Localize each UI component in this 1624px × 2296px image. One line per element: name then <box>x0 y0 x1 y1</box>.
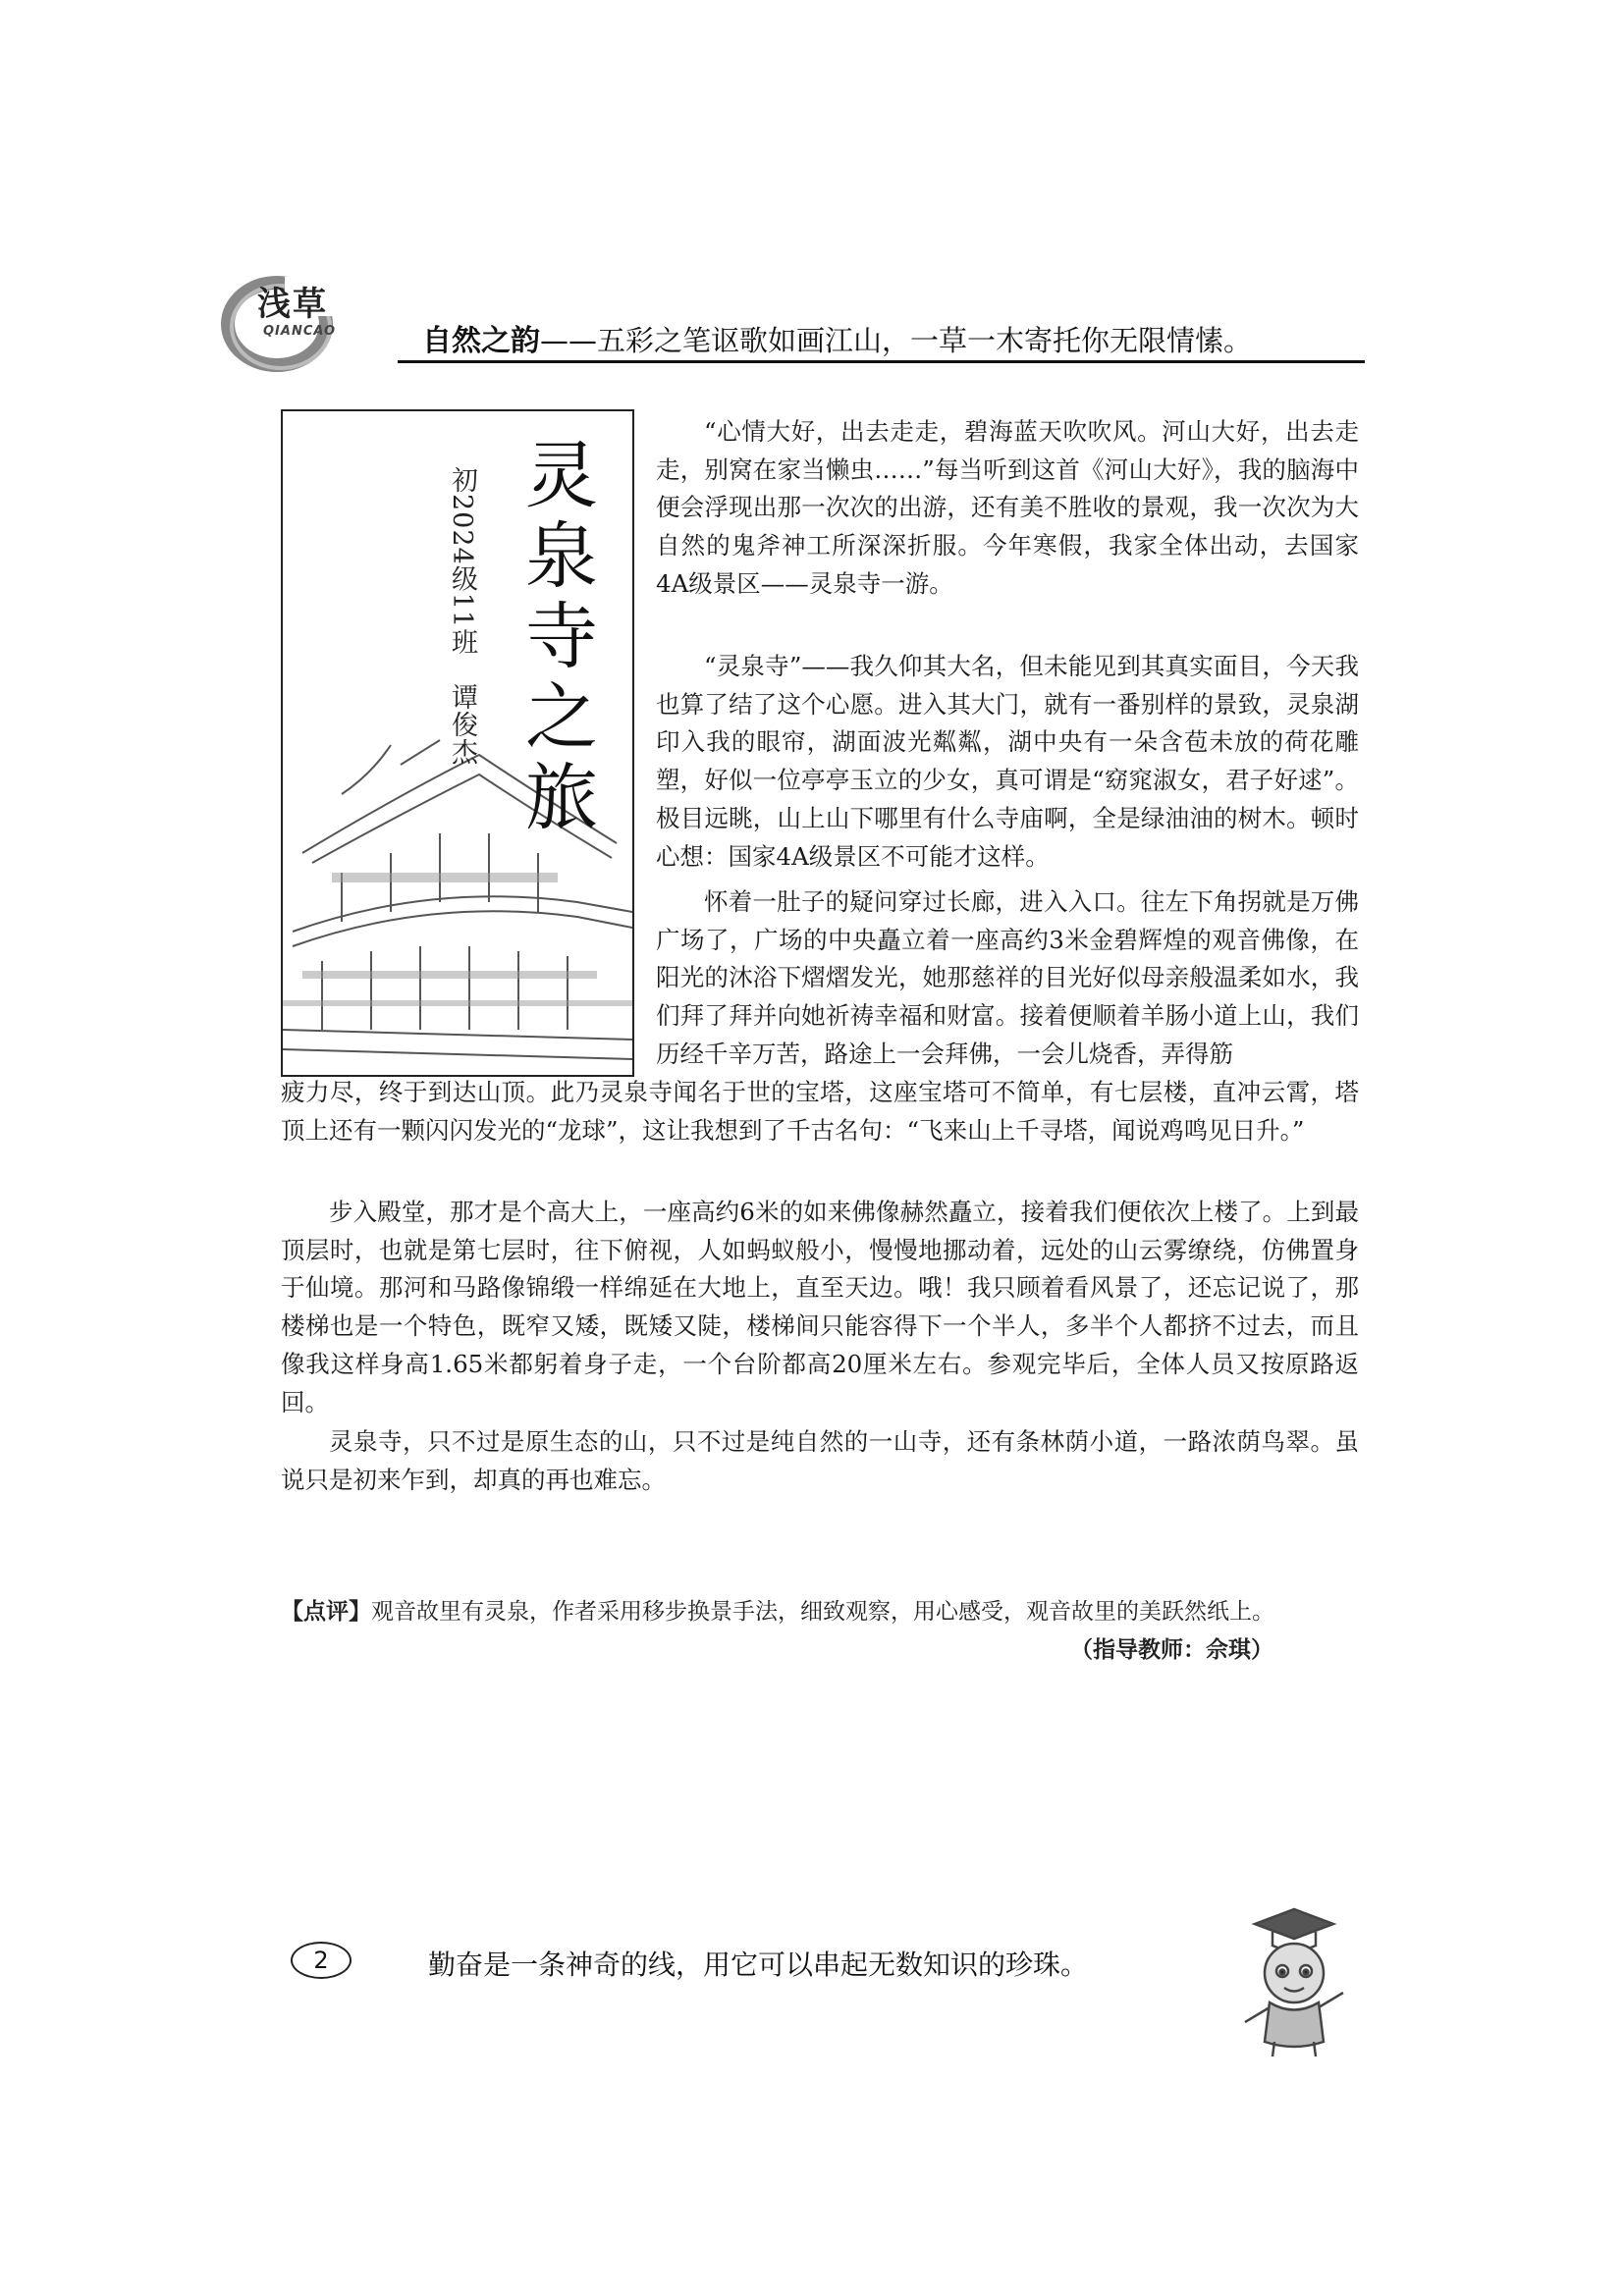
footer-motto: 勤奋是一条神奇的线，用它可以串起无数知识的珍珠。 <box>428 1949 1089 1981</box>
comment-tag: 【点评】 <box>281 1599 371 1625</box>
header-rule <box>398 360 1365 363</box>
paragraph-3: 怀着一肚子的疑问穿过长廊，进入入口。往左下角拐就是万佛广场了，广场的中央矗立着一座高约3米金碧辉煌的观音佛像，在阳光的沐浴下熠熠发光，她那慈祥的目光好似母亲般温柔如水，我们拜了拜并向她祈祷幸福和财富。接着便顺着羊肠小道上山，我们历经千辛万苦，路途上一会拜佛，一会儿烧香，弄得筋 <box>656 887 1359 1068</box>
paragraph-4: 步入殿堂，那才是个高大上，一座高约6米的如来佛像赫然矗立，接着我们便依次上楼了。上到最顶层时，也就是第七层时，往下俯视，人如蚂蚁般小，慢慢地挪动着，远处的山云雾缭绕，仿佛置身于仙境。那河和马路像锦缎一样绵延在大地上，直至天边。哦！我只顾着看风景了，还忘记说了，那楼梯也是一个特色，既窄又矮，既矮又陡，楼梯间只能容得下一个半人，多半个人都挤不过去，而且像我这样身高1.65米都躬着身子走，一个台阶都高20厘米左右。参观完毕后，全体人员又按原路返回。 <box>281 1198 1359 1416</box>
mascot-icon <box>1225 1895 1353 2061</box>
comment-text: 观音故里有灵泉，作者采用移步换景手法，细致观察，用心感受，观音故里的美跃然纸上。 <box>371 1599 1274 1625</box>
section-slogan: ——五彩之笔讴歌如画江山，一草一木寄托你无限情愫。 <box>540 324 1253 357</box>
article-title: 灵泉寺之旅 <box>514 437 598 839</box>
title-box <box>281 409 634 1077</box>
page-number: 2 <box>291 1942 352 1979</box>
paragraph-1: “心情大好，出去走走，碧海蓝天吹吹风。河山大好，出去走走，别窝在家当懒虫……”每当听到这首《河山大好》，我的脑海中便会浮现出那一次次的出游，还有美不胜收的景观，我一次次为大自然的鬼斧神工所深深折服。今年寒假，我家全体出动，去国家4A级景区——灵泉寺一游。 <box>656 417 1359 598</box>
paragraph-5: 灵泉寺，只不过是原生态的山，只不过是纯自然的一山寺，还有条林荫小道，一路浓荫鸟翠。虽说只是初来乍到，却真的再也难忘。 <box>281 1427 1359 1494</box>
teacher-comment <box>281 1592 1359 1631</box>
logo-chinese: 浅草 <box>257 285 328 324</box>
paragraph-2: “灵泉寺”——我久仰其大名，但未能见到其真实面目，今天我也算了结了这个心愿。进入其大门，就有一番别样的景致，灵泉湖印入我的眼帘，湖面波光粼粼，湖中央有一朵含苞未放的荷花雕塑，好似一位亭亭玉立的少女，真可谓是“窈窕淑女，君子好逑”。极目远眺，山上山下哪里有什么寺庙啊，全是绿油油的树木。顿时心想：国家4A级景区不可能才这样。 <box>656 652 1359 871</box>
paragraph-3-continued: 疲力尽，终于到达山顶。此乃灵泉寺闻名于世的宝塔，这座宝塔可不简单，有七层楼，直冲云霄，塔顶上还有一颗闪闪发光的“龙球”，这让我想到了千古名句：“飞来山上千寻塔，闻说鸡鸣见日升。” <box>281 1078 1359 1145</box>
article-author: 初2024级11班 谭俊杰 <box>447 466 477 767</box>
header-slogan-line <box>422 316 1252 359</box>
logo-english: QIANCAO <box>263 324 337 339</box>
teacher-name: （指导教师：佘琪） <box>1070 1637 1273 1663</box>
section-name: 自然之韵 <box>422 324 540 358</box>
